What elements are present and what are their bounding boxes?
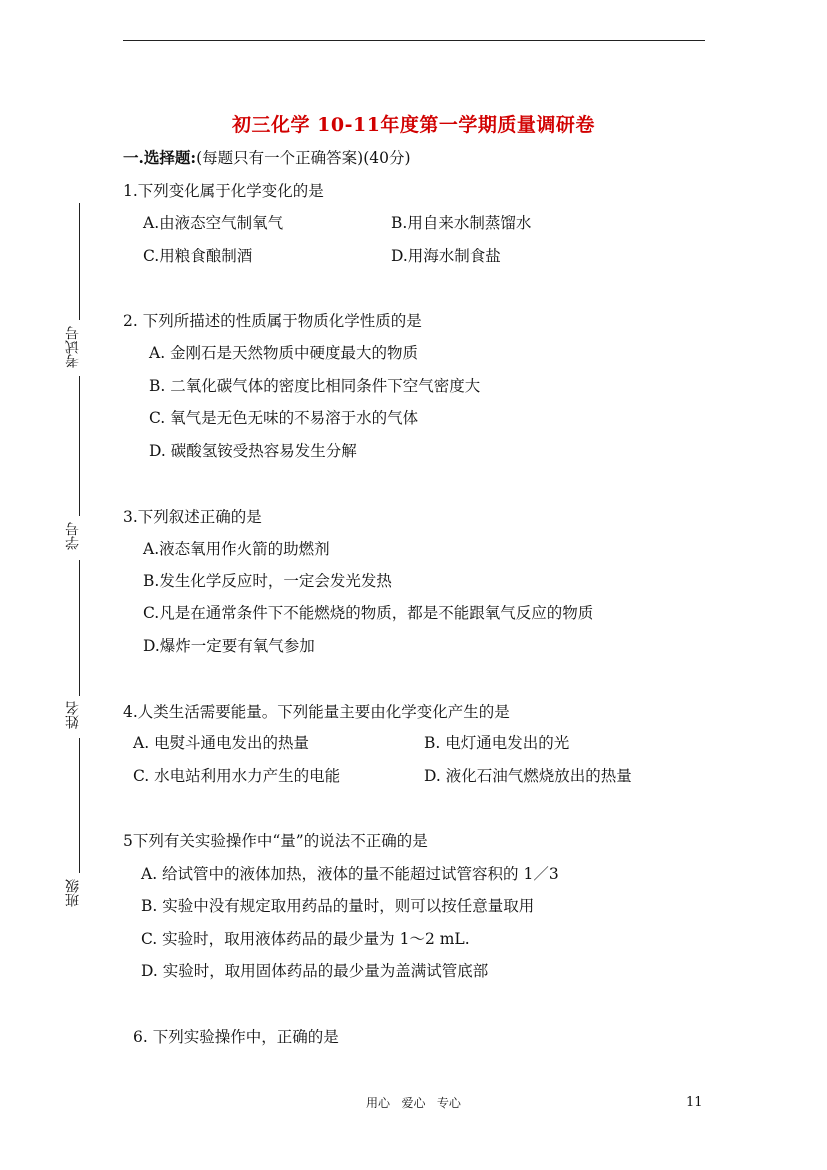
question-3-option-d: D.爆炸一定要有氧气参加 xyxy=(143,637,315,655)
question-1-stem: 1.下列变化属于化学变化的是 xyxy=(123,182,324,200)
side-label-text: 姓名 xyxy=(64,701,81,729)
binding-line-1 xyxy=(79,203,80,320)
section-note: (每题只有一个正确答案)(40分) xyxy=(196,149,411,167)
question-2-stem: 2. 下列所描述的性质属于物质化学性质的是 xyxy=(123,312,422,330)
question-4-option-c: C. 水电站利用水力产生的电能 xyxy=(133,767,341,785)
question-1-option-b: B.用自来水制蒸馏水 xyxy=(391,214,532,232)
section-heading xyxy=(123,148,411,168)
binding-line-4 xyxy=(79,738,80,873)
question-5-option-b: B. 实验中没有规定取用药品的量时，则可以按任意量取用 xyxy=(141,897,535,915)
question-3-stem: 3.下列叙述正确的是 xyxy=(123,508,262,526)
page-footer: 用心 爱心 专心 xyxy=(366,1096,461,1110)
section-label: 一.选择题: xyxy=(123,148,197,167)
side-label-exam-number xyxy=(64,326,82,372)
question-5-option-d: D. 实验时，取用固体药品的最少量为盖满试管底部 xyxy=(141,962,489,980)
side-label-text: 学号 xyxy=(64,522,81,550)
question-1-option-c: C.用粮食酿制酒 xyxy=(143,247,253,265)
header-rule xyxy=(123,40,705,41)
question-5-stem: 5下列有关实验操作中“量”的说法不正确的是 xyxy=(123,832,428,850)
question-4-stem: 4.人类生活需要能量。下列能量主要由化学变化产生的是 xyxy=(123,703,510,721)
question-5-option-a: A. 给试管中的液体加热，液体的量不能超过试管容积的 1／3 xyxy=(141,865,559,883)
question-5-option-c: C. 实验时，取用液体药品的最少量为 1～2 mL. xyxy=(141,930,470,948)
question-4-option-b: B. 电灯通电发出的光 xyxy=(424,734,570,752)
side-label-class xyxy=(64,879,82,911)
question-4-option-d: D. 液化石油气燃烧放出的热量 xyxy=(424,767,632,785)
side-label-name xyxy=(64,701,82,733)
question-3-option-a: A.液态氧用作火箭的助燃剂 xyxy=(143,540,330,558)
question-3-option-c: C.凡是在通常条件下不能燃烧的物质，都是不能跟氧气反应的物质 xyxy=(143,604,594,622)
binding-line-3 xyxy=(79,560,80,696)
question-3-option-b: B.发生化学反应时，一定会发光发热 xyxy=(143,572,392,590)
exam-title: 初三化学 10-11年度第一学期质量调研卷 xyxy=(232,114,595,136)
question-4-option-a: A. 电熨斗通电发出的热量 xyxy=(133,734,310,752)
side-label-student-number xyxy=(64,522,82,554)
question-1-option-a: A.由液态空气制氧气 xyxy=(143,214,284,232)
question-6-stem: 6. 下列实验操作中，正确的是 xyxy=(133,1028,339,1046)
question-2-option-c: C. 氧气是无色无味的不易溶于水的气体 xyxy=(149,409,419,427)
question-2-option-d: D. 碳酸氢铵受热容易发生分解 xyxy=(149,442,357,460)
page-number: 11 xyxy=(686,1095,703,1110)
question-2-option-b: B. 二氧化碳气体的密度比相同条件下空气密度大 xyxy=(149,377,481,395)
side-label-text: 班级 xyxy=(64,879,81,907)
question-1-option-d: D.用海水制食盐 xyxy=(391,247,501,265)
side-label-text: 考试号 xyxy=(64,326,81,368)
binding-line-2 xyxy=(79,376,80,516)
question-2-option-a: A. 金刚石是天然物质中硬度最大的物质 xyxy=(149,344,419,362)
